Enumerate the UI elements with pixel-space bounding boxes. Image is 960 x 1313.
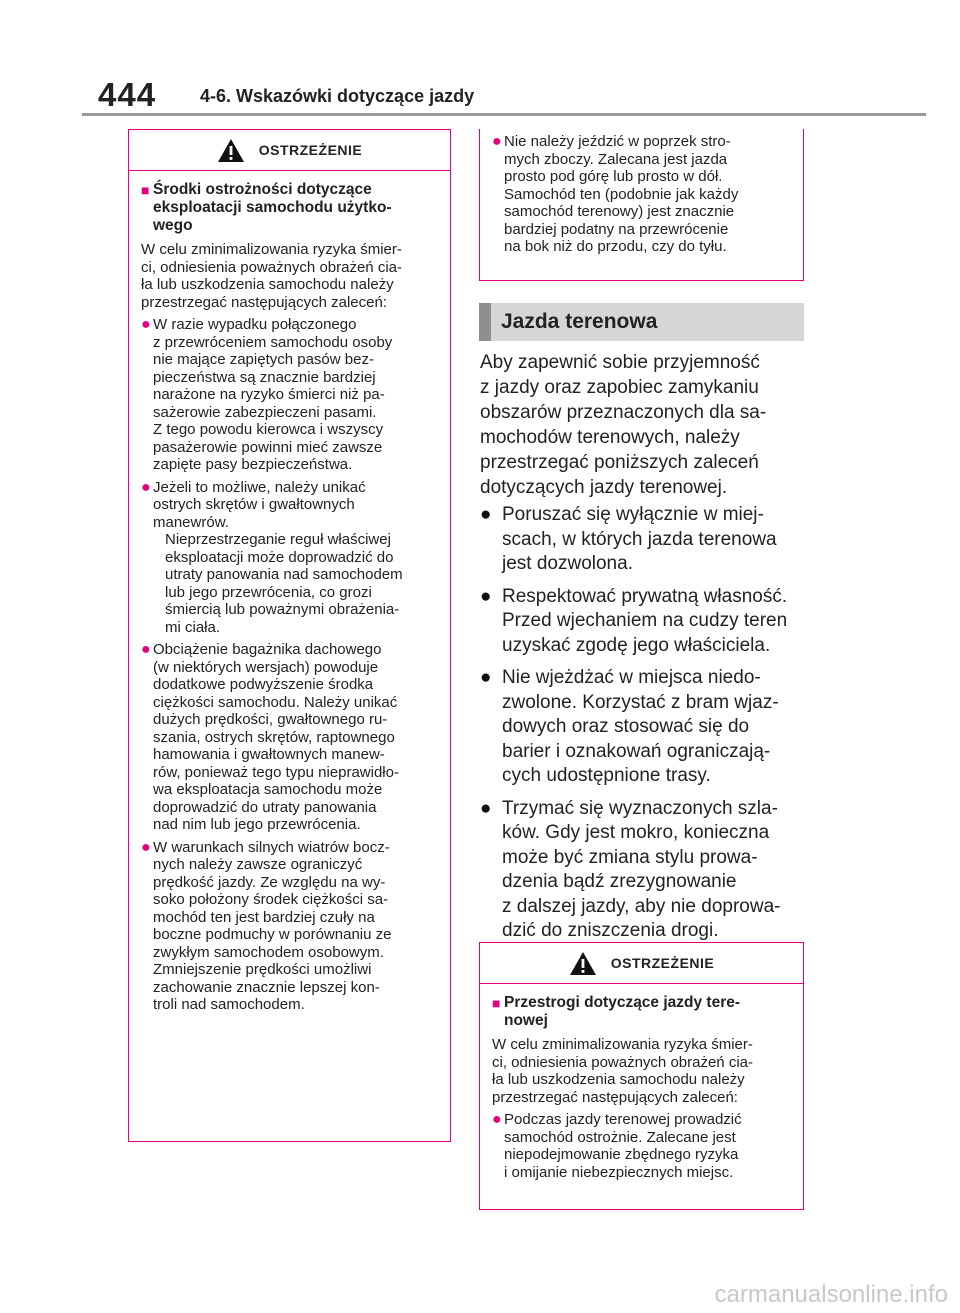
list-item: ● Poruszać się wyłącznie w miej- scach, w których jazda terenowa jest dozwolona.: [480, 503, 802, 577]
list-item: ● Nie należy jeździć w poprzek stro- mych zboczy. Zalecana jest jazda prosto pod górę lub prosto w dół. Samochód ten (podobnie jak każdy samochód terenowy) jest znacznie bardziej podatny na przewrócenie na bok niż do przodu, czy do tyłu.: [492, 133, 739, 255]
dot-bullet-icon: ●: [480, 797, 492, 819]
warning-box-right: [479, 942, 804, 1210]
watermark: carmanualsonline.info: [714, 1281, 948, 1308]
dot-bullet-icon: ●: [480, 504, 492, 525]
list-item-continuation: Nieprzestrzeganie reguł właściwej eksploatacji może doprowadzić do utraty panowania nad samochodem lub jego przewrócenia, co grozi śmiercią lub poważnymi obrażenia- mi ciała.: [165, 531, 403, 636]
warning-triangle-icon: [569, 951, 597, 976]
warning-triangle-icon: [217, 138, 245, 163]
page-number: 444: [98, 76, 157, 113]
warning-header: [129, 130, 450, 171]
square-bullet-icon: ■: [141, 182, 150, 198]
warning-intro: W celu zminimalizowania ryzyka śmier- ci, odniesienia poważnych obrażeń cia- ła lub uszkodzenia samochodu należy przestrzegać następujących zaleceń:: [492, 1036, 753, 1106]
dot-bullet-icon: ●: [480, 667, 492, 688]
dot-bullet-icon: ●: [492, 133, 502, 150]
dot-bullet-icon: ●: [141, 316, 151, 333]
list-item: ● Nie wjeżdżać w miejsca niedo- zwolone. Korzystać z bram wjaz- dowych oraz stosować się do barier i oznakowań ograniczają- cych udostępnione trasy.: [480, 666, 802, 789]
warning-label: OSTRZEŻENIE: [258, 142, 363, 158]
square-bullet-icon: ■: [492, 995, 501, 1011]
list-item: ● Obciążenie bagażnika dachowego (w niektórych wersjach) powoduje dodatkowe podwyższenie środka ciężkości samochodu. Należy unikać dużych prędkości, gwałtownego ru- szania, ostrych skrętów, raptownego hamowania i gwałtownych manew- rów, ponieważ tego typu nieprawidło- wa eksploatacja samochodu może doprowadzić do utraty panowania nad nim lub jego przewrócenia.: [141, 641, 399, 833]
dot-bullet-icon: ●: [141, 838, 151, 856]
header-divider: [82, 113, 926, 116]
section-title: 4-6. Wskazówki dotyczące jazdy: [200, 86, 475, 106]
page-header: [0, 0, 960, 120]
offroad-intro: Aby zapewnić sobie przyjemność z jazdy oraz zapobiec zamykaniu obszarów przeznaczonych dla sa- mochodów terenowych, należy przestrzegać poniższych zaleceń dotyczących jazdy terenowej.: [480, 352, 767, 498]
warning-header: [480, 943, 803, 984]
list-item: ● Respektować prywatną własność. Przed wjechaniem na cudzy teren uzyskać zgodę jego właściciela.: [480, 585, 802, 659]
dot-bullet-icon: ●: [480, 585, 492, 607]
dot-bullet-icon: ●: [492, 1111, 502, 1128]
dot-bullet-icon: ●: [141, 641, 151, 658]
offroad-bullet-list: [480, 503, 802, 952]
warning-intro: W celu zminimalizowania ryzyka śmier- ci, odniesienia poważnych obrażeń cia- ła lub uszkodzenia samochodu należy przestrzegać następujących zaleceń:: [141, 241, 402, 311]
dot-bullet-icon: ●: [141, 478, 151, 496]
warning-box-left: [128, 129, 451, 1142]
warning-box-continuation: [479, 129, 804, 281]
list-item: ● Jeżeli to możliwe, należy unikać ostrych skrętów i gwałtownych manewrów.: [141, 478, 366, 531]
list-item: ● W warunkach silnych wiatrów bocz- nych należy zawsze ograniczyć prędkość jazdy. Ze względu na wy- soko położony środek ciężkości sa- mochód ten jest bardziej czuły na boczne podmuchy w porównaniu ze zwykłym samochodem osobowym. Zmniejszenie prędkości umożliwi zachowanie znacznie lepszej kon- troli nad samochodem.: [141, 838, 392, 1013]
section-heading-offroad: Jazda terenowa: [479, 303, 804, 341]
warning-subheading: ■ Środki ostrożności dotyczące eksploatacji samochodu użytko- wego: [141, 181, 392, 234]
list-item: ● Podczas jazdy terenowej prowadzić samochód ostrożnie. Zalecane jest niepodejmowanie zbędnego ryzyka i omijanie niebezpiecznych miejsc.: [492, 1111, 742, 1181]
warning-label: OSTRZEŻENIE: [610, 955, 715, 971]
list-item: ● W razie wypadku połączonego z przewróceniem samochodu osoby nie mające zapiętych pasów bez- pieczeństwa są znacznie bardziej narażone na ryzyko śmierci niż pa- sażerowie zabezpieczeni pasami. Z tego powodu kierowca i wszyscy pasażerowie powinni mieć zawsze zapięte pasy bezpieczeństwa.: [141, 316, 393, 473]
warning-subheading: ■ Przestrogi dotyczące jazdy tere- nowej: [492, 994, 741, 1029]
list-item: ● Trzymać się wyznaczonych szla- ków. Gdy jest mokro, konieczna może być zmiana stylu prowa- dzenia bądź zrezygnowanie z dalszej jazdy, aby nie doprowa- dzić do zniszczenia drogi.: [480, 797, 802, 944]
